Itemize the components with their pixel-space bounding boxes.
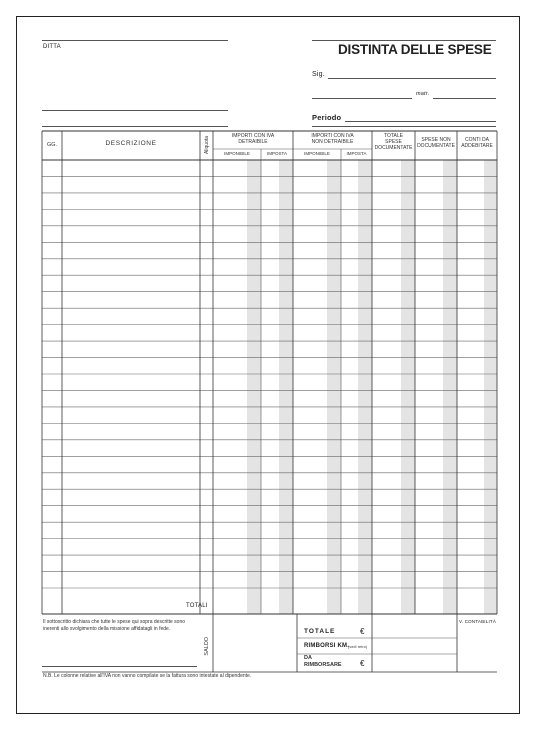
col-aliquota-header: Aliquota bbox=[204, 135, 210, 155]
cents-column-shade bbox=[358, 160, 372, 614]
sub-imposta-2: IMPOSTA bbox=[346, 151, 367, 156]
da-rimborsare-label: DA RIMBORSARE bbox=[304, 655, 342, 668]
cents-column-shade bbox=[443, 160, 457, 614]
declaration-text: Il sottoscritto dichiara che tutte le spese qui sopra descritte sono inerenti allo svolgimento della missione affidatagli in fede. bbox=[43, 619, 186, 632]
periodo-label: Periodo bbox=[312, 113, 342, 122]
col-gg-header: GG. bbox=[46, 142, 58, 148]
totale-label: TOTALE bbox=[304, 628, 336, 635]
cents-column-shade bbox=[279, 160, 293, 614]
sub-imposta-1: IMPOSTA bbox=[267, 151, 287, 156]
cents-column-shade bbox=[401, 160, 415, 614]
totali-label: TOTALI bbox=[186, 603, 208, 609]
rimborsi-label: RIMBORSI KM. bbox=[304, 643, 350, 649]
cents-column-shade bbox=[484, 160, 497, 614]
col-totale-spese-header: TOTALE SPESE DOCUMENTATE bbox=[374, 133, 413, 151]
euro-symbol-2: € bbox=[360, 659, 365, 668]
col-spese-non-doc-header: SPESE NON DOCUMENTATE bbox=[417, 137, 455, 149]
page-title: DISTINTA DELLE SPESE bbox=[338, 42, 492, 57]
col-detraibile-header: IMPORTI CON IVA DETRAIBILE bbox=[231, 133, 275, 145]
sub-imponibile-2: IMPONIBILE bbox=[304, 151, 330, 156]
sig-label: Sig. bbox=[312, 71, 325, 78]
footnote: N.B. Le colonne relative all'IVA non vanno compilate se la fattura sono intestate al dipendente. bbox=[43, 673, 252, 679]
matr-label: matr. bbox=[416, 91, 430, 97]
col-non-detraibile-header: IMPORTI CON IVA NON DETRAIBILE bbox=[311, 133, 354, 145]
rimborsi-sub: (vedi retro) bbox=[348, 645, 368, 649]
cents-column-shade bbox=[327, 160, 341, 614]
saldo-area bbox=[213, 615, 297, 672]
saldo-label: SALDO bbox=[203, 636, 210, 656]
cents-column-shade bbox=[247, 160, 261, 614]
ditta-label: DITTA bbox=[43, 44, 61, 50]
signature-line[interactable] bbox=[42, 666, 197, 667]
contabilita-label: V. CONTABILITÀ bbox=[459, 619, 497, 624]
col-conti-header: CONTI DA ADDEBITARE bbox=[461, 137, 493, 149]
sub-imponibile-1: IMPONIBILE bbox=[224, 151, 250, 156]
euro-symbol-1: € bbox=[360, 627, 365, 636]
col-descrizione-header: DESCRIZIONE bbox=[105, 140, 157, 147]
